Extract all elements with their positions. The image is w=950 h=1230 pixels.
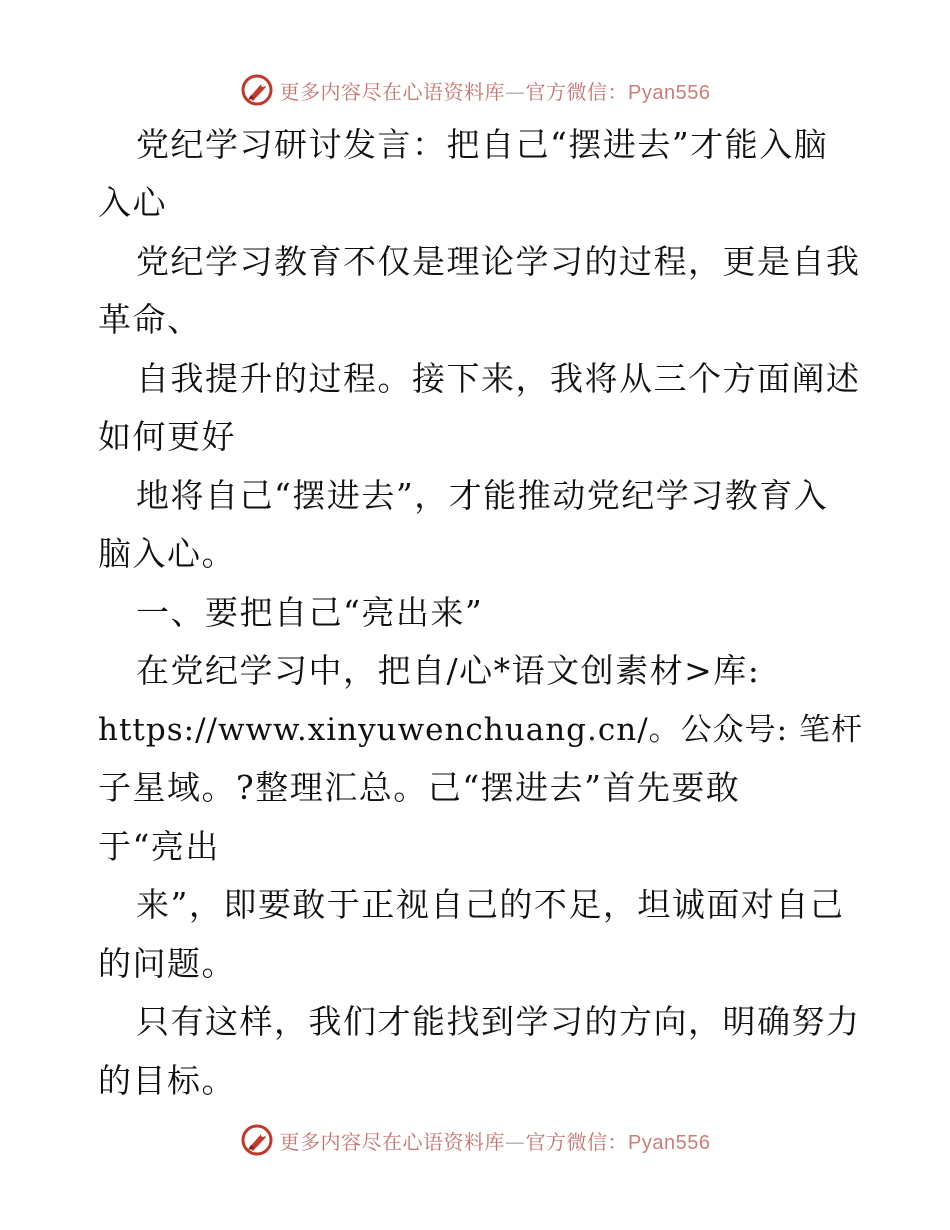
section-heading: 一、要把自己“亮出来”: [136, 593, 484, 632]
paragraph-line: 的问题。: [98, 944, 236, 983]
header-banner-title: 更多内容尽在心语资料库: [279, 79, 506, 104]
header-banner: [0, 70, 950, 110]
footer-contact-label: 官方微信：: [525, 1129, 629, 1154]
document-title-line-1: 党纪学习研讨发言：把自己“摆进去”才能入脑: [136, 125, 829, 164]
header-contact-label: 官方微信：: [525, 79, 629, 104]
paragraph-line: 自我提升的过程。接下来，我将从三个方面阐述: [136, 359, 861, 398]
footer-banner: [0, 1120, 950, 1160]
paragraph-line: 在党纪学习中，把自/心*语文创素材>库:: [136, 651, 761, 690]
paragraph-line: 地将自己“摆进去”，才能推动党纪学习教育入: [136, 476, 829, 515]
header-contact-id: Pyan556: [628, 81, 711, 104]
paragraph-line: 党纪学习教育不仅是理论学习的过程，更是自我: [136, 242, 861, 281]
pen-nib-logo-icon: [240, 1123, 274, 1157]
paragraph-line: 脑入心。: [98, 534, 236, 573]
header-banner-separator: —: [505, 79, 526, 104]
document-title-line-2: 入心: [98, 183, 167, 222]
paragraph-line: 如何更好: [98, 417, 236, 456]
header-banner-text: [280, 76, 711, 105]
pen-nib-logo-icon: [240, 73, 274, 107]
footer-banner-separator: —: [505, 1129, 526, 1154]
footer-banner-title: 更多内容尽在心语资料库: [279, 1129, 506, 1154]
paragraph-line: 的目标。: [98, 1061, 236, 1100]
paragraph-line: https://www.xinyuwenchuang.cn/。公众号: 笔杆: [98, 712, 863, 748]
paragraph-line: 来”，即要敢于正视自己的不足，坦诚面对自己: [136, 885, 845, 924]
footer-banner-text: [280, 1126, 711, 1155]
paragraph-line: 于“亮出: [98, 827, 220, 866]
paragraph-line: 只有这样，我们才能找到学习的方向，明确努力: [136, 1002, 861, 1041]
paragraph-line: 子星域。?整理汇总。己“摆进去”首先要敢: [98, 768, 741, 807]
paragraph-line: 革命、: [98, 300, 202, 339]
footer-contact-id: Pyan556: [628, 1131, 711, 1154]
